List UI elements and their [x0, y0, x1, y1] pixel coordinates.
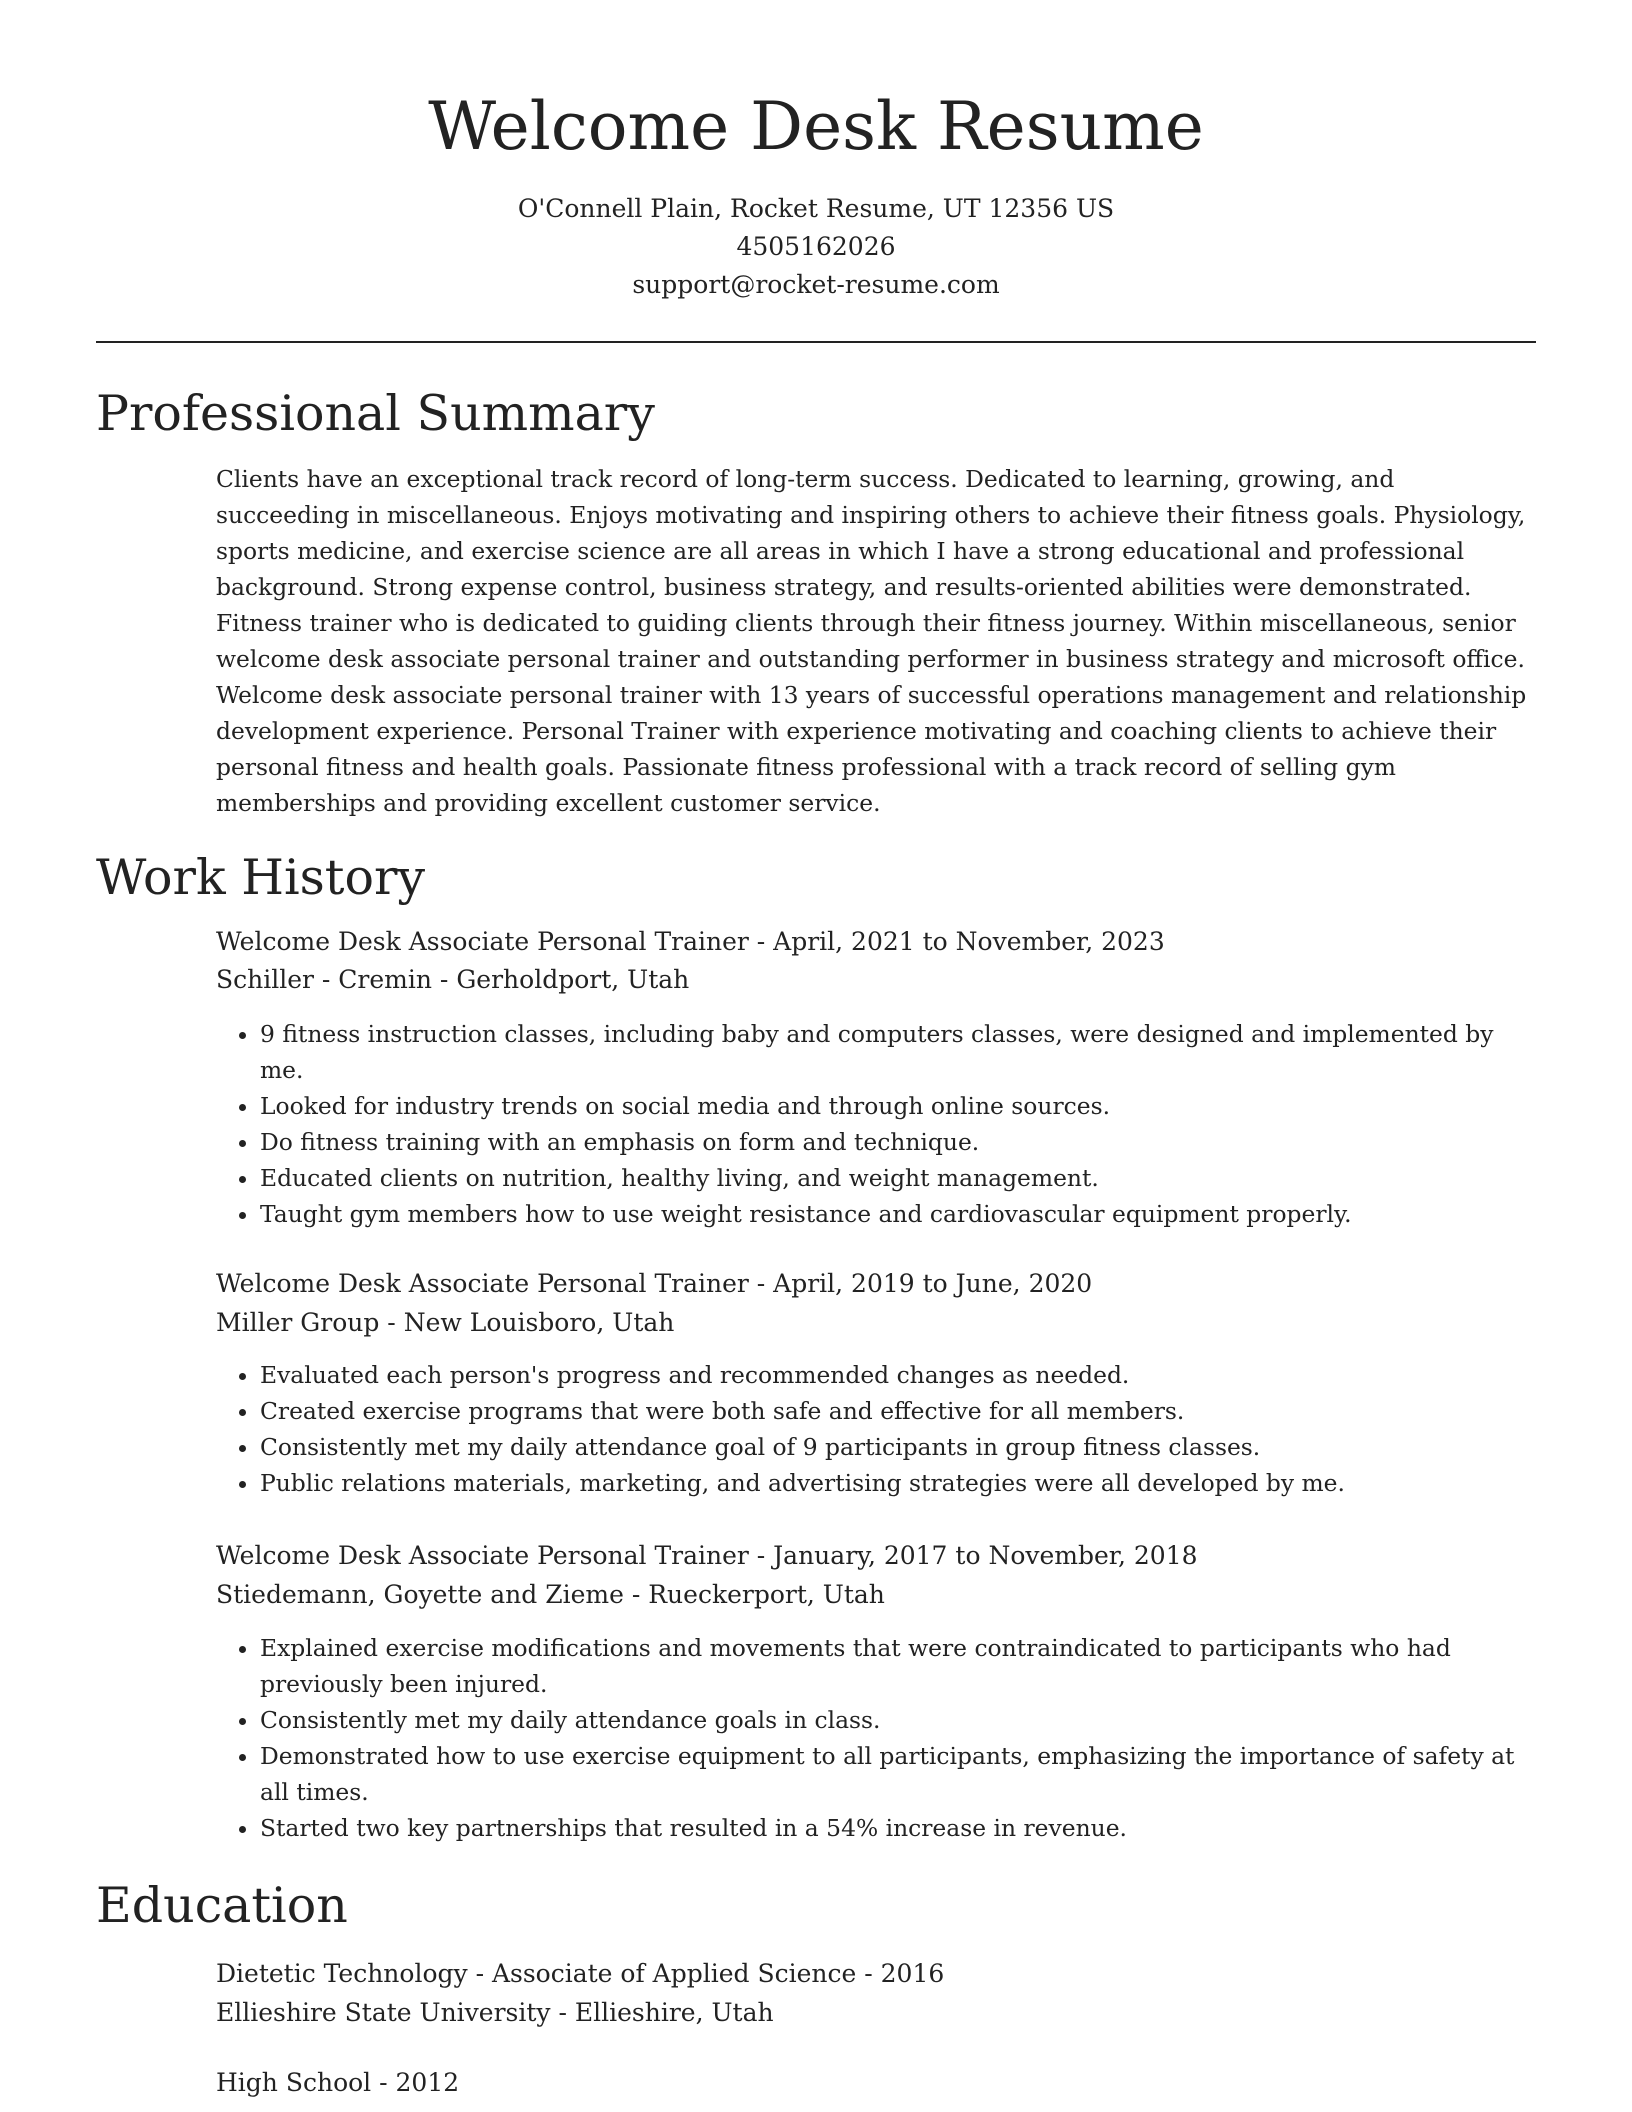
header-divider	[96, 341, 1536, 343]
job-3-company-line	[216, 1576, 1532, 1614]
education-location: Ellieshire, Utah	[574, 1998, 774, 2027]
contact-email: support@rocket-resume.com	[632, 270, 1000, 299]
list-item: • Created exercise programs that were both safe and effective for all members.	[260, 1393, 1532, 1429]
list-item: • Looked for industry trends on social media and through online sources.	[260, 1088, 1532, 1124]
job-location: Rueckerport, Utah	[648, 1580, 885, 1609]
separator: -	[431, 965, 457, 994]
education-degree: Associate of Applied Science	[491, 1959, 857, 1988]
separator: -	[623, 1580, 649, 1609]
summary-text: Clients have an exceptional track record of long-term success. Dedicated to learning, growing, and succeeding in miscellaneous. Enjoys motivating and inspiring others to achieve their fitness goals. Physiology, sports medicine, and exercise science are all areas in which I have a strong educational and professional background. Strong expense control, business strategy, and results-oriented abilities were demonstrated. Fitness trainer who is dedicated to guiding clients through their fitness journey. Within miscellaneous, senior welcome desk associate personal trainer and outstanding performer in business strategy and microsoft office. Welcome desk associate personal trainer with 13 years of successful operations management and relationship development experience. Personal Trainer with experience motivating and coaching clients to achieve their personal fitness and health goals. Passionate fitness professional with a track record of selling gym memberships and providing excellent customer service.	[216, 465, 1527, 817]
job-location: Gerholdport, Utah	[456, 965, 690, 994]
job-1-title-line	[216, 923, 1532, 961]
list-item: • Evaluated each person's progress and recommended changes as needed.	[260, 1357, 1532, 1393]
list-item: • Consistently met my daily attendance goal of 9 participants in group fitness classes.	[260, 1429, 1532, 1465]
education-1-school-line	[216, 1994, 1532, 2032]
list-item: • Demonstrated how to use exercise equipment to all participants, emphasizing the importance of safety at all times.	[260, 1738, 1532, 1810]
job-position: Welcome Desk Associate Personal Trainer	[216, 1541, 749, 1570]
job-3-bullets	[216, 1630, 1532, 1846]
job-location: New Louisboro, Utah	[403, 1308, 675, 1337]
separator: -	[748, 1541, 774, 1570]
education-1-title-line	[216, 1955, 1532, 1993]
job-dates: January, 2017 to November, 2018	[773, 1541, 1198, 1570]
job-position: Welcome Desk Associate Personal Trainer	[216, 1269, 749, 1298]
education-2-title-line	[216, 2064, 1532, 2102]
job-2-bullets	[216, 1357, 1532, 1501]
separator: -	[748, 1269, 774, 1298]
list-item: • Taught gym members how to use weight resistance and cardiovascular equipment properly.	[260, 1196, 1532, 1232]
education-year: 2012	[395, 2068, 460, 2097]
job-company: Schiller - Cremin	[216, 965, 432, 994]
contact-address: O'Connell Plain, Rocket Resume, UT 12356 US	[517, 194, 1115, 223]
contact-phone: 4505162026	[736, 232, 896, 261]
separator: -	[550, 1998, 575, 2027]
job-3-title-line	[216, 1537, 1532, 1575]
separator: -	[379, 1308, 404, 1337]
job-company: Miller Group	[216, 1308, 380, 1337]
education-field: Dietetic Technology	[216, 1959, 468, 1988]
education-year: 2016	[880, 1959, 945, 1988]
separator: -	[856, 1959, 881, 1988]
job-company: Stiedemann, Goyette and Zieme	[216, 1580, 624, 1609]
job-dates: April, 2019 to June, 2020	[773, 1269, 1093, 1298]
job-1-bullets	[216, 1016, 1532, 1232]
list-item: • Consistently met my daily attendance goals in class.	[260, 1702, 1532, 1738]
list-item: • Public relations materials, marketing, and advertising strategies were all developed by me.	[260, 1465, 1532, 1501]
job-1-company-line	[216, 961, 1532, 999]
job-dates: April, 2021 to November, 2023	[773, 927, 1165, 956]
section-title-summary: Professional Summary	[96, 385, 655, 442]
separator: -	[748, 927, 774, 956]
job-2-title-line	[216, 1265, 1532, 1303]
section-title-education: Education	[96, 1877, 348, 1934]
list-item: • Explained exercise modifications and movements that were contraindicated to participants who had previously been injured.	[260, 1630, 1532, 1702]
list-item: • Educated clients on nutrition, healthy living, and weight management.	[260, 1160, 1532, 1196]
list-item: • 9 fitness instruction classes, including baby and computers classes, were designed and implemented by me.	[260, 1016, 1532, 1088]
section-title-work-history: Work History	[96, 849, 426, 906]
list-item: • Do fitness training with an emphasis on form and technique.	[260, 1124, 1532, 1160]
list-item: • Started two key partnerships that resulted in a 54% increase in revenue.	[260, 1810, 1532, 1846]
education-field: High School	[216, 2068, 372, 2097]
resume-title: Welcome Desk Resume	[428, 88, 1204, 165]
separator: -	[371, 2068, 396, 2097]
job-2-company-line	[216, 1304, 1532, 1342]
education-school: Ellieshire State University	[216, 1998, 551, 2027]
separator: -	[467, 1959, 492, 1988]
job-position: Welcome Desk Associate Personal Trainer	[216, 927, 749, 956]
